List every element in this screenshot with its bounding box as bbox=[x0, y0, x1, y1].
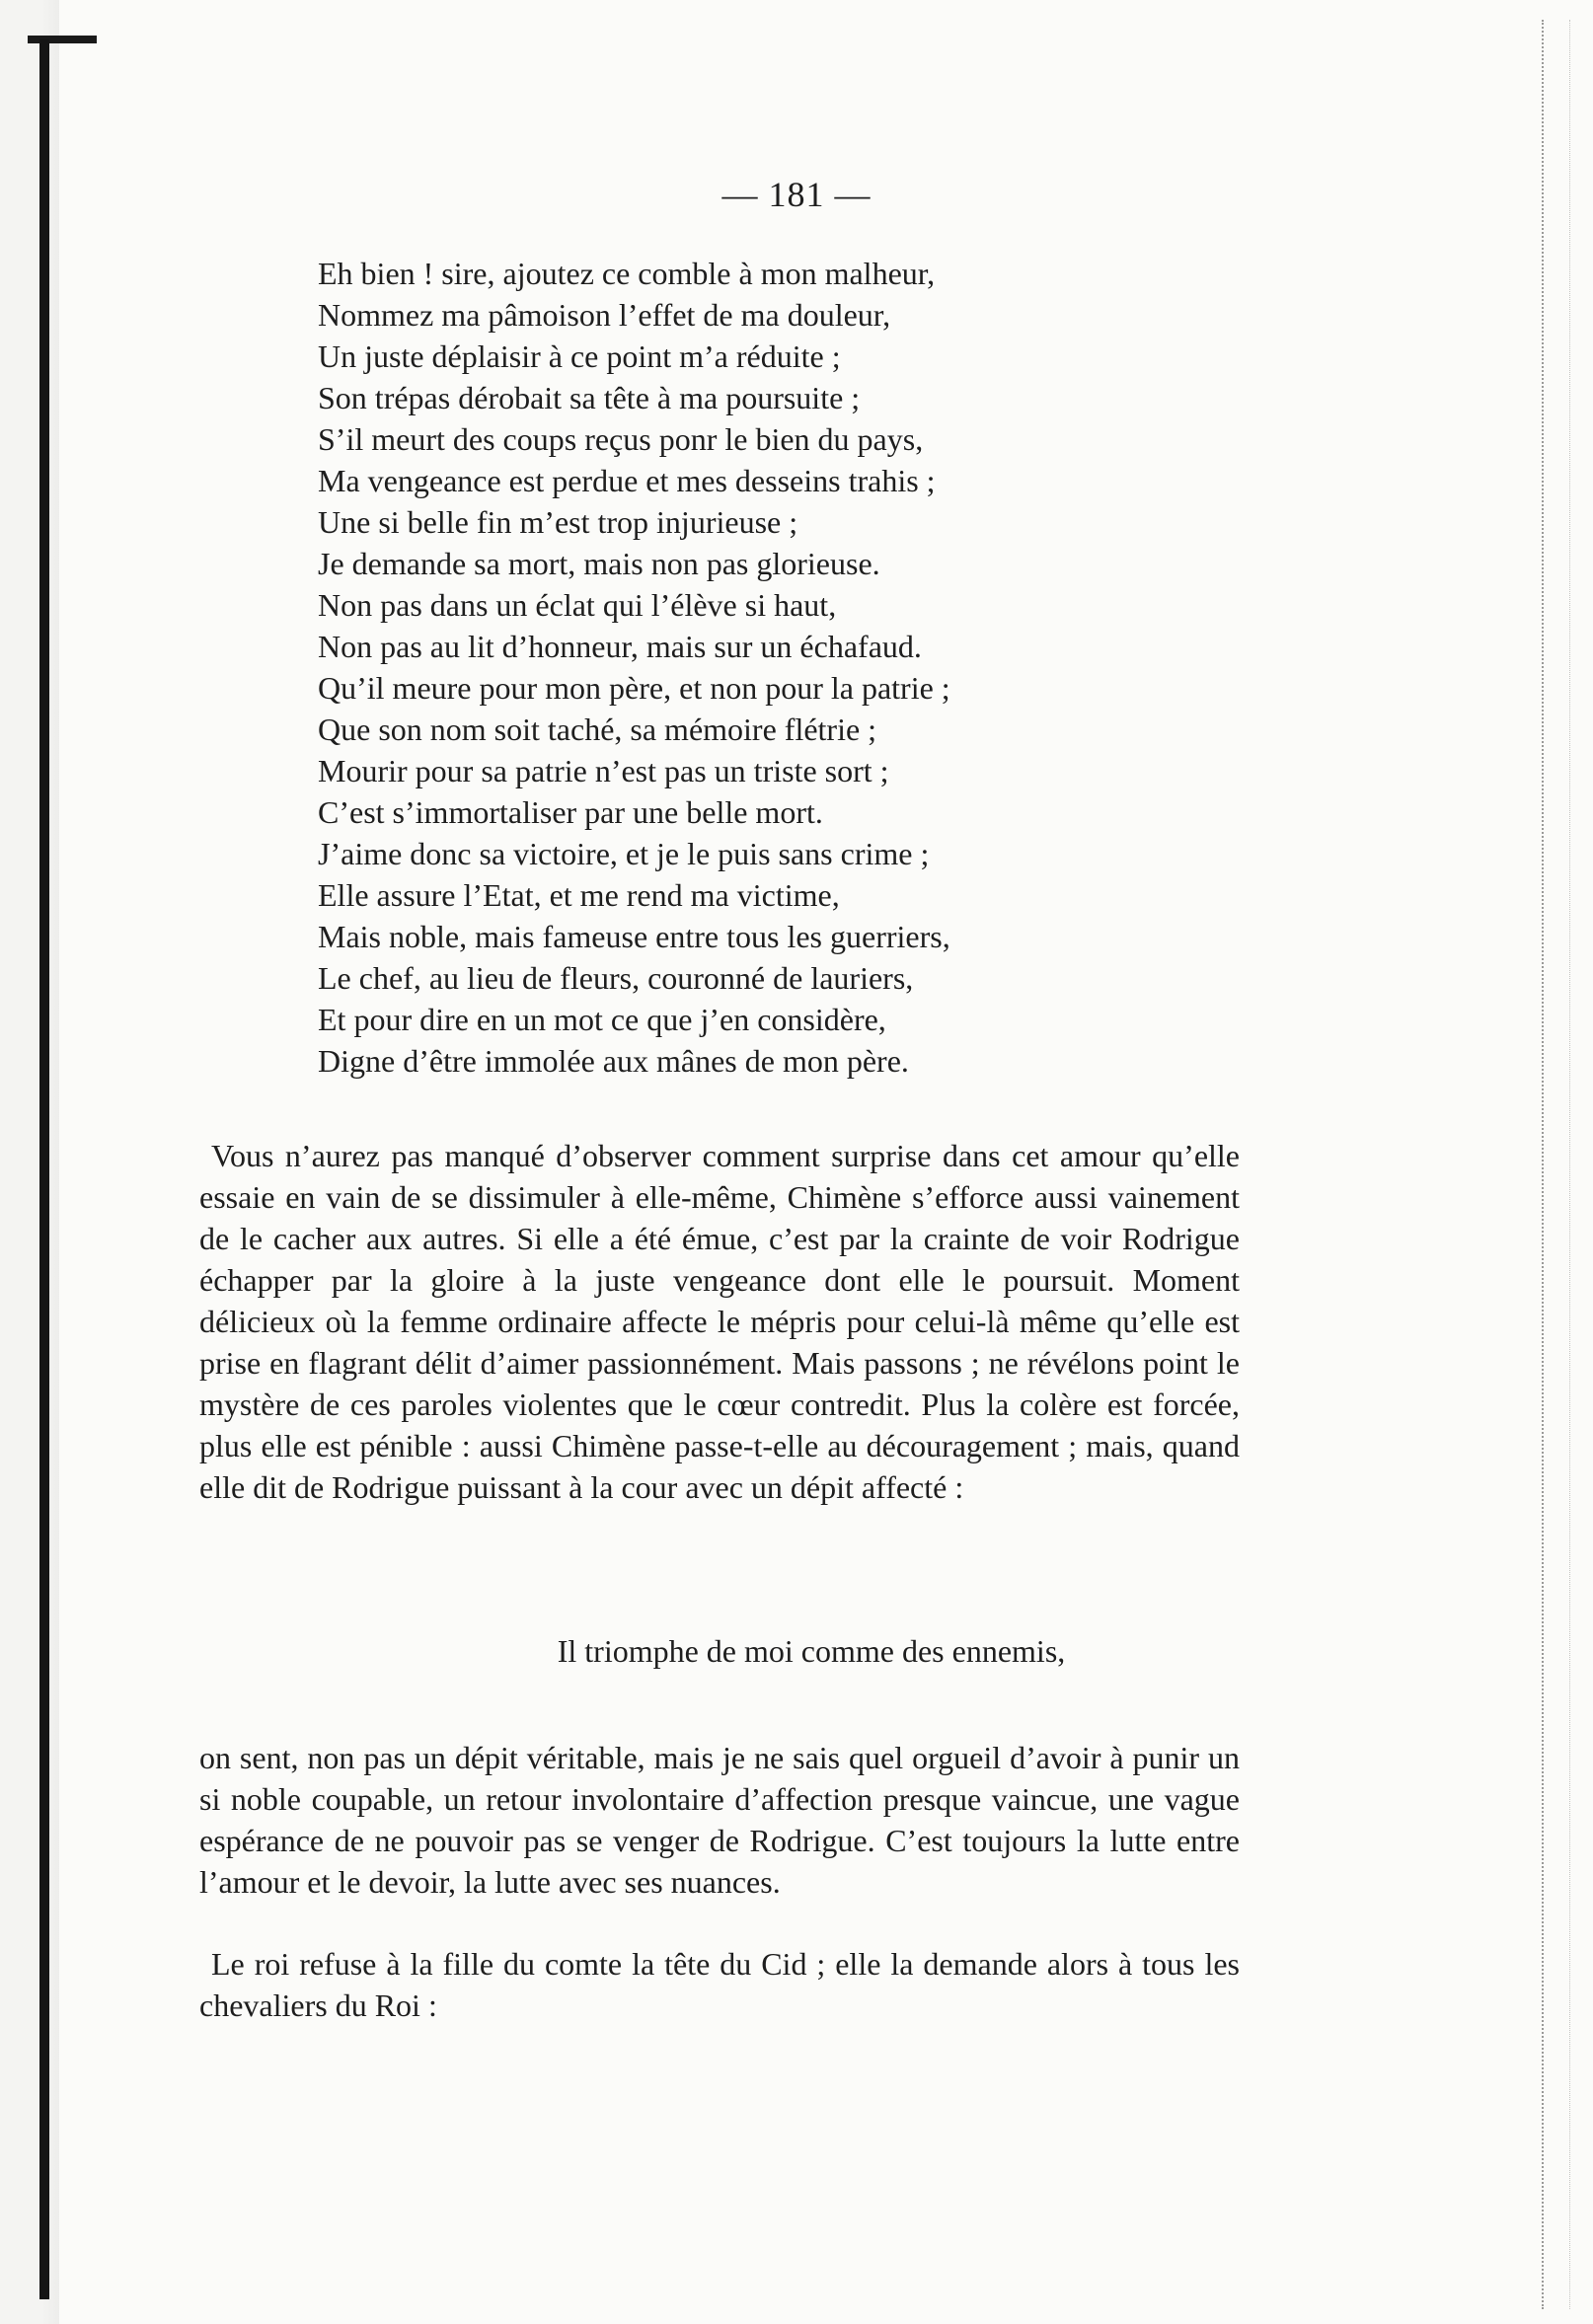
binding-edge bbox=[39, 39, 49, 2299]
page-edge-right bbox=[1542, 20, 1570, 2309]
verse-line: J’aime donc sa victoire, et je le puis sans crime ; bbox=[318, 836, 930, 871]
page-gutter-shadow bbox=[0, 0, 59, 2324]
verse-line: C’est s’immortaliser par une belle mort. bbox=[318, 794, 823, 830]
paragraph-1: Vous n’aurez pas manqué d’observer comment surprise dans cet amour qu’elle essaie en vain de se dissimuler à elle-même, Chimène s’efforce aussi vainement de le cacher aux autres. Si elle a été émue, c’est par la crainte de voir Rodrigue échapper par la gloire à la juste vengeance dont elle le poursuit. Moment délicieux où la femme ordinaire affecte le mépris pour celui-là même qu’elle est prise en flagrant délit d’aimer passionnément. Mais passons ; ne révélons point le mystère de ces paroles violentes que le cœur contredit. Plus la colère est forcée, plus elle est pénible : aussi Chimène passe-t-elle au découragement ; mais, quand elle dit de Rodrigue puissant à la cour avec un dépit affecté : bbox=[199, 1138, 1240, 1505]
verse-block bbox=[318, 253, 1186, 1082]
page-number: — 181 — bbox=[721, 175, 872, 214]
verse-line: Non pas au lit d’honneur, mais sur un échafaud. bbox=[318, 629, 922, 664]
verse-line: Et pour dire en un mot ce que j’en considère, bbox=[318, 1002, 886, 1037]
verse-line: Mais noble, mais fameuse entre tous les guerriers, bbox=[318, 919, 950, 954]
verse-line: Nommez ma pâmoison l’effet de ma douleur, bbox=[318, 297, 891, 333]
paragraph-3: Le roi refuse à la fille du comte la tête du Cid ; elle la demande alors à tous les chevaliers du Roi : bbox=[199, 1946, 1240, 2023]
verse-line: Non pas dans un éclat qui l’élève si haut, bbox=[318, 587, 837, 623]
verse-line: Je demande sa mort, mais non pas glorieuse. bbox=[318, 546, 880, 581]
verse-line: Le chef, au lieu de fleurs, couronné de lauriers, bbox=[318, 960, 914, 996]
verse-line: Digne d’être immolée aux mânes de mon père. bbox=[318, 1043, 909, 1079]
verse-line: Ma vengeance est perdue et mes desseins trahis ; bbox=[318, 463, 936, 498]
verse-line: Eh bien ! sire, ajoutez ce comble à mon malheur, bbox=[318, 256, 936, 291]
verse-line: Une si belle fin m’est trop injurieuse ; bbox=[318, 504, 798, 540]
binding-edge-top bbox=[28, 36, 97, 43]
verse-line: Son trépas dérobait sa tête à ma poursuite ; bbox=[318, 380, 861, 415]
verse-line: Que son nom soit taché, sa mémoire flétrie ; bbox=[318, 712, 877, 747]
verse-line: S’il meurt des coups reçus ponr le bien du pays, bbox=[318, 421, 924, 457]
paragraph-2: on sent, non pas un dépit véritable, mais je ne sais quel orgueil d’avoir à punir un si noble coupable, un retour involontaire d’affection presque vaincue, une vague espérance de ne pouvoir pas se venger de Rodrigue. C’est toujours la lutte entre l’amour et le devoir, la lutte avec ses nuances. bbox=[199, 1740, 1240, 1900]
verse-line: Un juste déplaisir à ce point m’a réduite ; bbox=[318, 338, 841, 374]
verse-line: Elle assure l’Etat, et me rend ma victime, bbox=[318, 877, 840, 913]
verse-line: Qu’il meure pour mon père, et non pour la patrie ; bbox=[318, 670, 950, 706]
quoted-verse: Il triomphe de moi comme des ennemis, bbox=[557, 1633, 1066, 1669]
verse-line: Mourir pour sa patrie n’est pas un triste sort ; bbox=[318, 753, 889, 788]
